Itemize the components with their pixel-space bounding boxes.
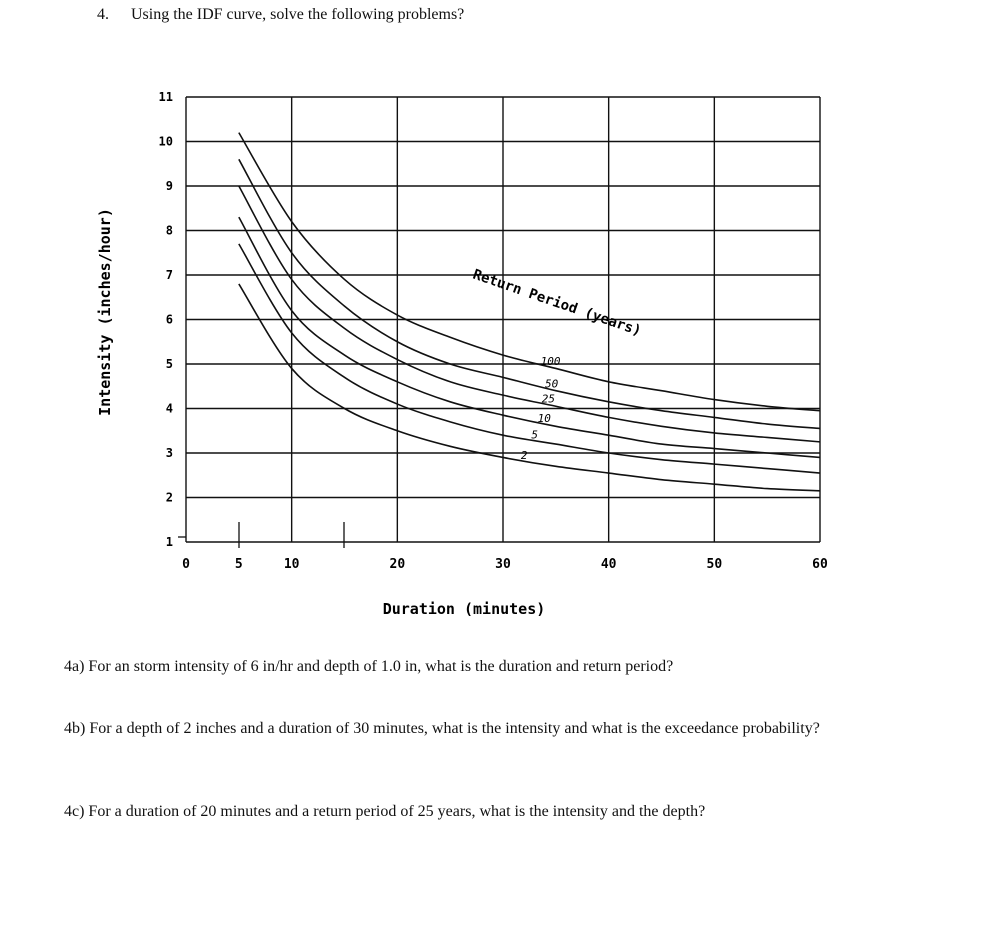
x-tick-label: 20 bbox=[389, 557, 406, 572]
curve-label-25: 25 bbox=[541, 392, 556, 406]
y-axis-title: Intensity (inches/hour) bbox=[96, 208, 114, 416]
y-tick-label: 4 bbox=[165, 401, 173, 416]
y-tick-label: 1 bbox=[165, 535, 173, 549]
curve-25-year bbox=[239, 186, 820, 442]
x-tick-labels bbox=[182, 557, 828, 572]
x-tick-label: 40 bbox=[600, 557, 617, 572]
x-tick-label: 30 bbox=[495, 557, 511, 572]
question-number: 4. bbox=[97, 6, 109, 23]
y-tick-label: 8 bbox=[165, 223, 173, 238]
y-tick-labels bbox=[159, 90, 173, 549]
legend-title: Return Period (years) bbox=[470, 266, 644, 340]
curve-label-50: 50 bbox=[544, 377, 559, 391]
question-4c: 4c) For a duration of 20 minutes and a return period of 25 years, what is the intensity and the depth? bbox=[64, 803, 706, 820]
y-tick-label: 7 bbox=[165, 268, 173, 282]
x-tick-label: 0 bbox=[182, 557, 190, 572]
y-tick-label: 6 bbox=[165, 312, 173, 327]
x-tick-label: 50 bbox=[706, 557, 723, 572]
question-4b: 4b) For a depth of 2 inches and a duration of 30 minutes, what is the intensity and what is the exceedance probability? bbox=[64, 720, 820, 737]
axis-marks bbox=[178, 522, 344, 548]
curve-label-10: 10 bbox=[537, 411, 551, 425]
chart-grid bbox=[186, 97, 820, 542]
x-tick-label: 10 bbox=[283, 557, 300, 572]
y-tick-label: 3 bbox=[165, 446, 173, 460]
x-axis-title: Duration (minutes) bbox=[382, 600, 546, 618]
y-tick-label: 9 bbox=[165, 179, 173, 193]
y-tick-label: 2 bbox=[165, 490, 173, 505]
y-tick-label: 10 bbox=[158, 134, 173, 149]
question-4a: 4a) For an storm intensity of 6 in/hr and depth of 1.0 in, what is the duration and return period? bbox=[64, 658, 674, 675]
x-tick-label: 5 bbox=[234, 557, 243, 572]
question-heading-text: Using the IDF curve, solve the following problems? bbox=[131, 6, 465, 23]
curve-label-5: 5 bbox=[531, 428, 539, 442]
curve-5-year bbox=[239, 244, 820, 473]
curve-label-2: 2 bbox=[520, 449, 528, 463]
x-tick-label: 60 bbox=[812, 557, 828, 572]
curve-100-year bbox=[239, 133, 820, 411]
y-tick-label: 5 bbox=[165, 357, 173, 371]
curve-10-year bbox=[239, 217, 820, 457]
curve-label-100: 100 bbox=[540, 355, 561, 369]
y-tick-label: 11 bbox=[158, 90, 173, 104]
